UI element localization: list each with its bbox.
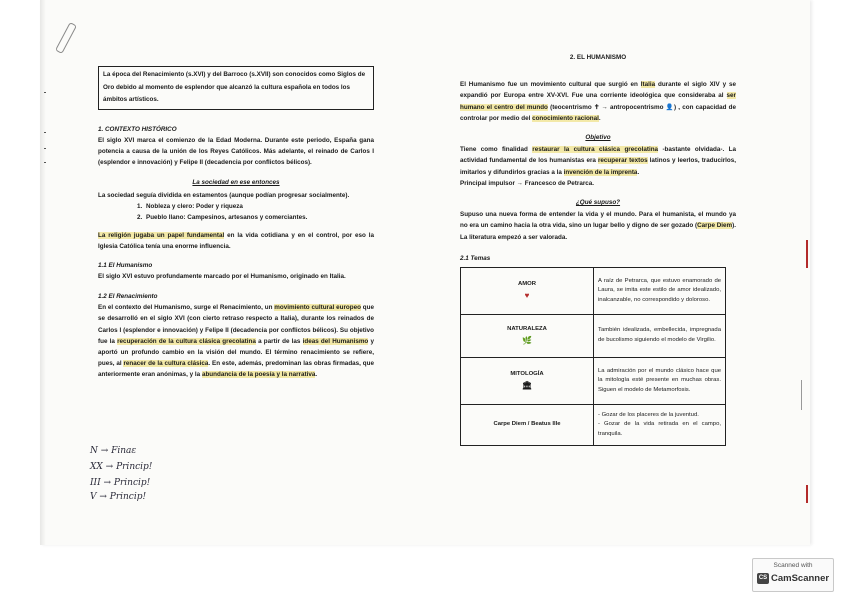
highlight: conocimiento racional — [532, 114, 599, 122]
highlight: Italia — [640, 81, 656, 89]
list-item: 2. Pueblo llano: Campesinos, artesanos y comerciantes. — [144, 212, 374, 223]
tema-name-cell — [461, 268, 594, 315]
watermark-brand — [757, 573, 829, 584]
page-edge-shadow — [40, 0, 46, 545]
highlight: ideas del Humanismo — [302, 337, 369, 345]
tema-name: MITOLOGÍA — [510, 371, 544, 378]
tema-desc: También idealizada, embellecida, impregnada de bucolismo siguiendo el modelo de Virgilio. — [598, 327, 721, 344]
intro-box: La época del Renacimiento (s.XVI) y del Barroco (s.XVII) son conocidos como Siglos de Oro debido al momento de esplendor que alcanzó la cultura española en todos los ámbitos artísticos. — [98, 66, 374, 110]
tema-desc: - Gozar de los placeres de la juventud. - Gozar de la vida retirada en el campo, tranquila. — [598, 411, 721, 437]
text-run: a partir de las — [255, 337, 303, 345]
highlight: invención de la imprenta — [563, 168, 638, 176]
objetivo-heading: Objetivo — [585, 134, 611, 142]
table-row — [461, 405, 726, 446]
margin-mark — [44, 162, 46, 163]
tema-name: AMOR — [518, 281, 536, 288]
tema-name: NATURALEZA — [507, 326, 547, 333]
text-run: (teocentrismo ✝ → antropocentrismo 👤) , con capacidad de controlar por medio del — [460, 103, 736, 122]
camscanner-logo-icon: CS — [757, 573, 769, 584]
religion-text — [98, 230, 374, 252]
temple-icon: 🏛 — [521, 380, 533, 390]
highlight: ser humano el centro del mundo — [460, 92, 736, 111]
text-run: ). La literatura empezó a ser valorada. — [460, 222, 736, 241]
text-run: El Humanismo fue un movimiento cultural que surgió en — [460, 81, 641, 89]
handwritten-note: N → Finaε — [90, 446, 137, 456]
page-title: 2. EL HUMANISMO — [569, 54, 627, 61]
heart-icon: ♥ — [524, 290, 530, 300]
list-item: 1. Nobleza y clero: Poder y riqueza — [144, 201, 374, 212]
humanismo-heading: 1.1 El Humanismo — [98, 261, 153, 269]
highlight: recuperar textos — [597, 157, 648, 165]
highlight: restaurar la cultura clásica grecolatina — [532, 146, 659, 154]
highlight: movimiento cultural europeo — [274, 304, 361, 312]
tema-name-cell — [461, 358, 594, 405]
tema-name-cell — [461, 315, 594, 358]
text-run: . En este, además, predominan las obras firmadas, que anteriormente eran anónimas, y la — [98, 360, 374, 379]
objetivo-text — [460, 144, 736, 178]
table-row — [461, 315, 726, 358]
table-row — [461, 268, 726, 315]
edge-scribble — [801, 380, 808, 410]
text-run: En el contexto del Humanismo, surge el Renacimiento, un — [98, 304, 275, 312]
contexto-text: El siglo XVI marca el comienzo de la Edad Moderna. Durante este periodo, España gana potencia a causa de la unión de los Reyes Católicos. Más adelante, el reinado de Carlos I (esplendor e innovación) y Felipe II (decadencia por conflictos bélicos). — [98, 136, 374, 167]
red-edge-mark — [806, 240, 808, 268]
text-run: . — [315, 371, 318, 379]
sociedad-list — [98, 201, 374, 223]
tema-desc-cell — [594, 315, 726, 358]
red-edge-mark — [806, 485, 808, 503]
handwritten-note: V → Princip! — [90, 492, 147, 502]
tema-desc-cell — [594, 268, 726, 315]
text-run: latinos y leerlos, traducirlos, imitarlos y difundirlos gracias a la — [460, 157, 736, 176]
highlight: renacer de la cultura clásica — [123, 360, 209, 368]
tema-name: Carpe Diem / Beatus Ille — [493, 421, 561, 428]
supuso-heading: ¿Qué supuso? — [575, 199, 621, 207]
watermark-line: Scanned with — [773, 562, 813, 569]
text-run: -bastante olvidada-. La actividad fundamental de los humanistas era — [460, 146, 737, 165]
text-run: que se desarrolló en el siglo XVI (con cierto retraso respecto a Italia), durante los reinados de Carlos I (esplendor e innovación) y Felipe II (decadencia por conflictos bélicos). Su objetivo fue la — [98, 304, 374, 345]
tema-desc: La admiración por el mundo clásico hace que la mitología esté presente en muchas obras. Siguen el modelo de Metamorfosis. — [598, 367, 721, 393]
tema-desc-cell — [594, 358, 726, 405]
impulsor-text: Principal impulsor → Francesco de Petrarca. — [460, 179, 595, 187]
right-column — [460, 52, 736, 446]
renacimiento-text — [98, 302, 374, 380]
tema-desc-cell — [594, 405, 726, 446]
humanismo-text: El siglo XVI estuvo profundamente marcado por el Humanismo, originado en Italia. — [98, 272, 346, 280]
highlight: Carpe Diem — [697, 222, 733, 230]
text-run: . — [637, 168, 640, 176]
supuso-text — [460, 209, 736, 243]
text-run: durante el siglo XIV y se expandió por Europa entre XV-XVI. Fue una corriente ideológica que consideraba al — [460, 81, 736, 100]
highlight: recuperación de la cultura clásica grecolatina — [117, 337, 256, 345]
tema-name-cell — [461, 405, 594, 446]
renacimiento-heading: 1.2 El Renacimiento — [98, 292, 158, 300]
text-run: . — [598, 114, 601, 122]
margin-mark — [44, 92, 46, 93]
sociedad-heading: La sociedad en ese entonces — [192, 179, 280, 187]
margin-mark — [44, 132, 46, 133]
highlight: abundancia de la poesía y la narrativa — [201, 371, 316, 379]
sociedad-text: La sociedad seguía dividida en estamentos (aunque podían progresar socialmente). — [98, 191, 350, 199]
temas-table — [460, 267, 726, 446]
left-column — [98, 66, 374, 381]
leaf-icon: 🌿 — [522, 335, 532, 345]
camscanner-watermark — [752, 558, 834, 592]
handwritten-note: XX → Princip! — [90, 462, 153, 472]
table-row — [461, 358, 726, 405]
handwritten-note: III → Princip! — [90, 478, 151, 488]
tema-desc: A raíz de Petrarca, que estuvo enamorado de Laura, se imita este estilo de amor idealizado, inalcanzable, no correspondido y doloroso. — [598, 277, 721, 303]
highlight: La religión jugaba un papel fundamental — [98, 232, 225, 240]
text-run: Supuso una nueva forma de entender la vida y el mundo. Para el humanista, el mundo ya no era un camino hacia la otra vida, sino un lugar bello y digno de ser gozado ( — [460, 211, 736, 230]
text-run: en la vida cotidiana y en el control, por eso la Iglesia Católica tenía una enorme influencia. — [98, 232, 374, 251]
humanismo-definition — [460, 79, 736, 124]
temas-heading: 2.1 Temas — [460, 254, 491, 262]
contexto-heading: 1. CONTEXTO HISTÓRICO — [98, 125, 177, 133]
text-run: y aportó un profundo cambio en la visión del mundo. El término renacimiento se refiere, pues, al — [98, 337, 374, 368]
brand-text: CamScanner — [771, 573, 830, 585]
margin-mark — [44, 148, 46, 149]
text-run: Tiene como finalidad — [460, 146, 533, 154]
